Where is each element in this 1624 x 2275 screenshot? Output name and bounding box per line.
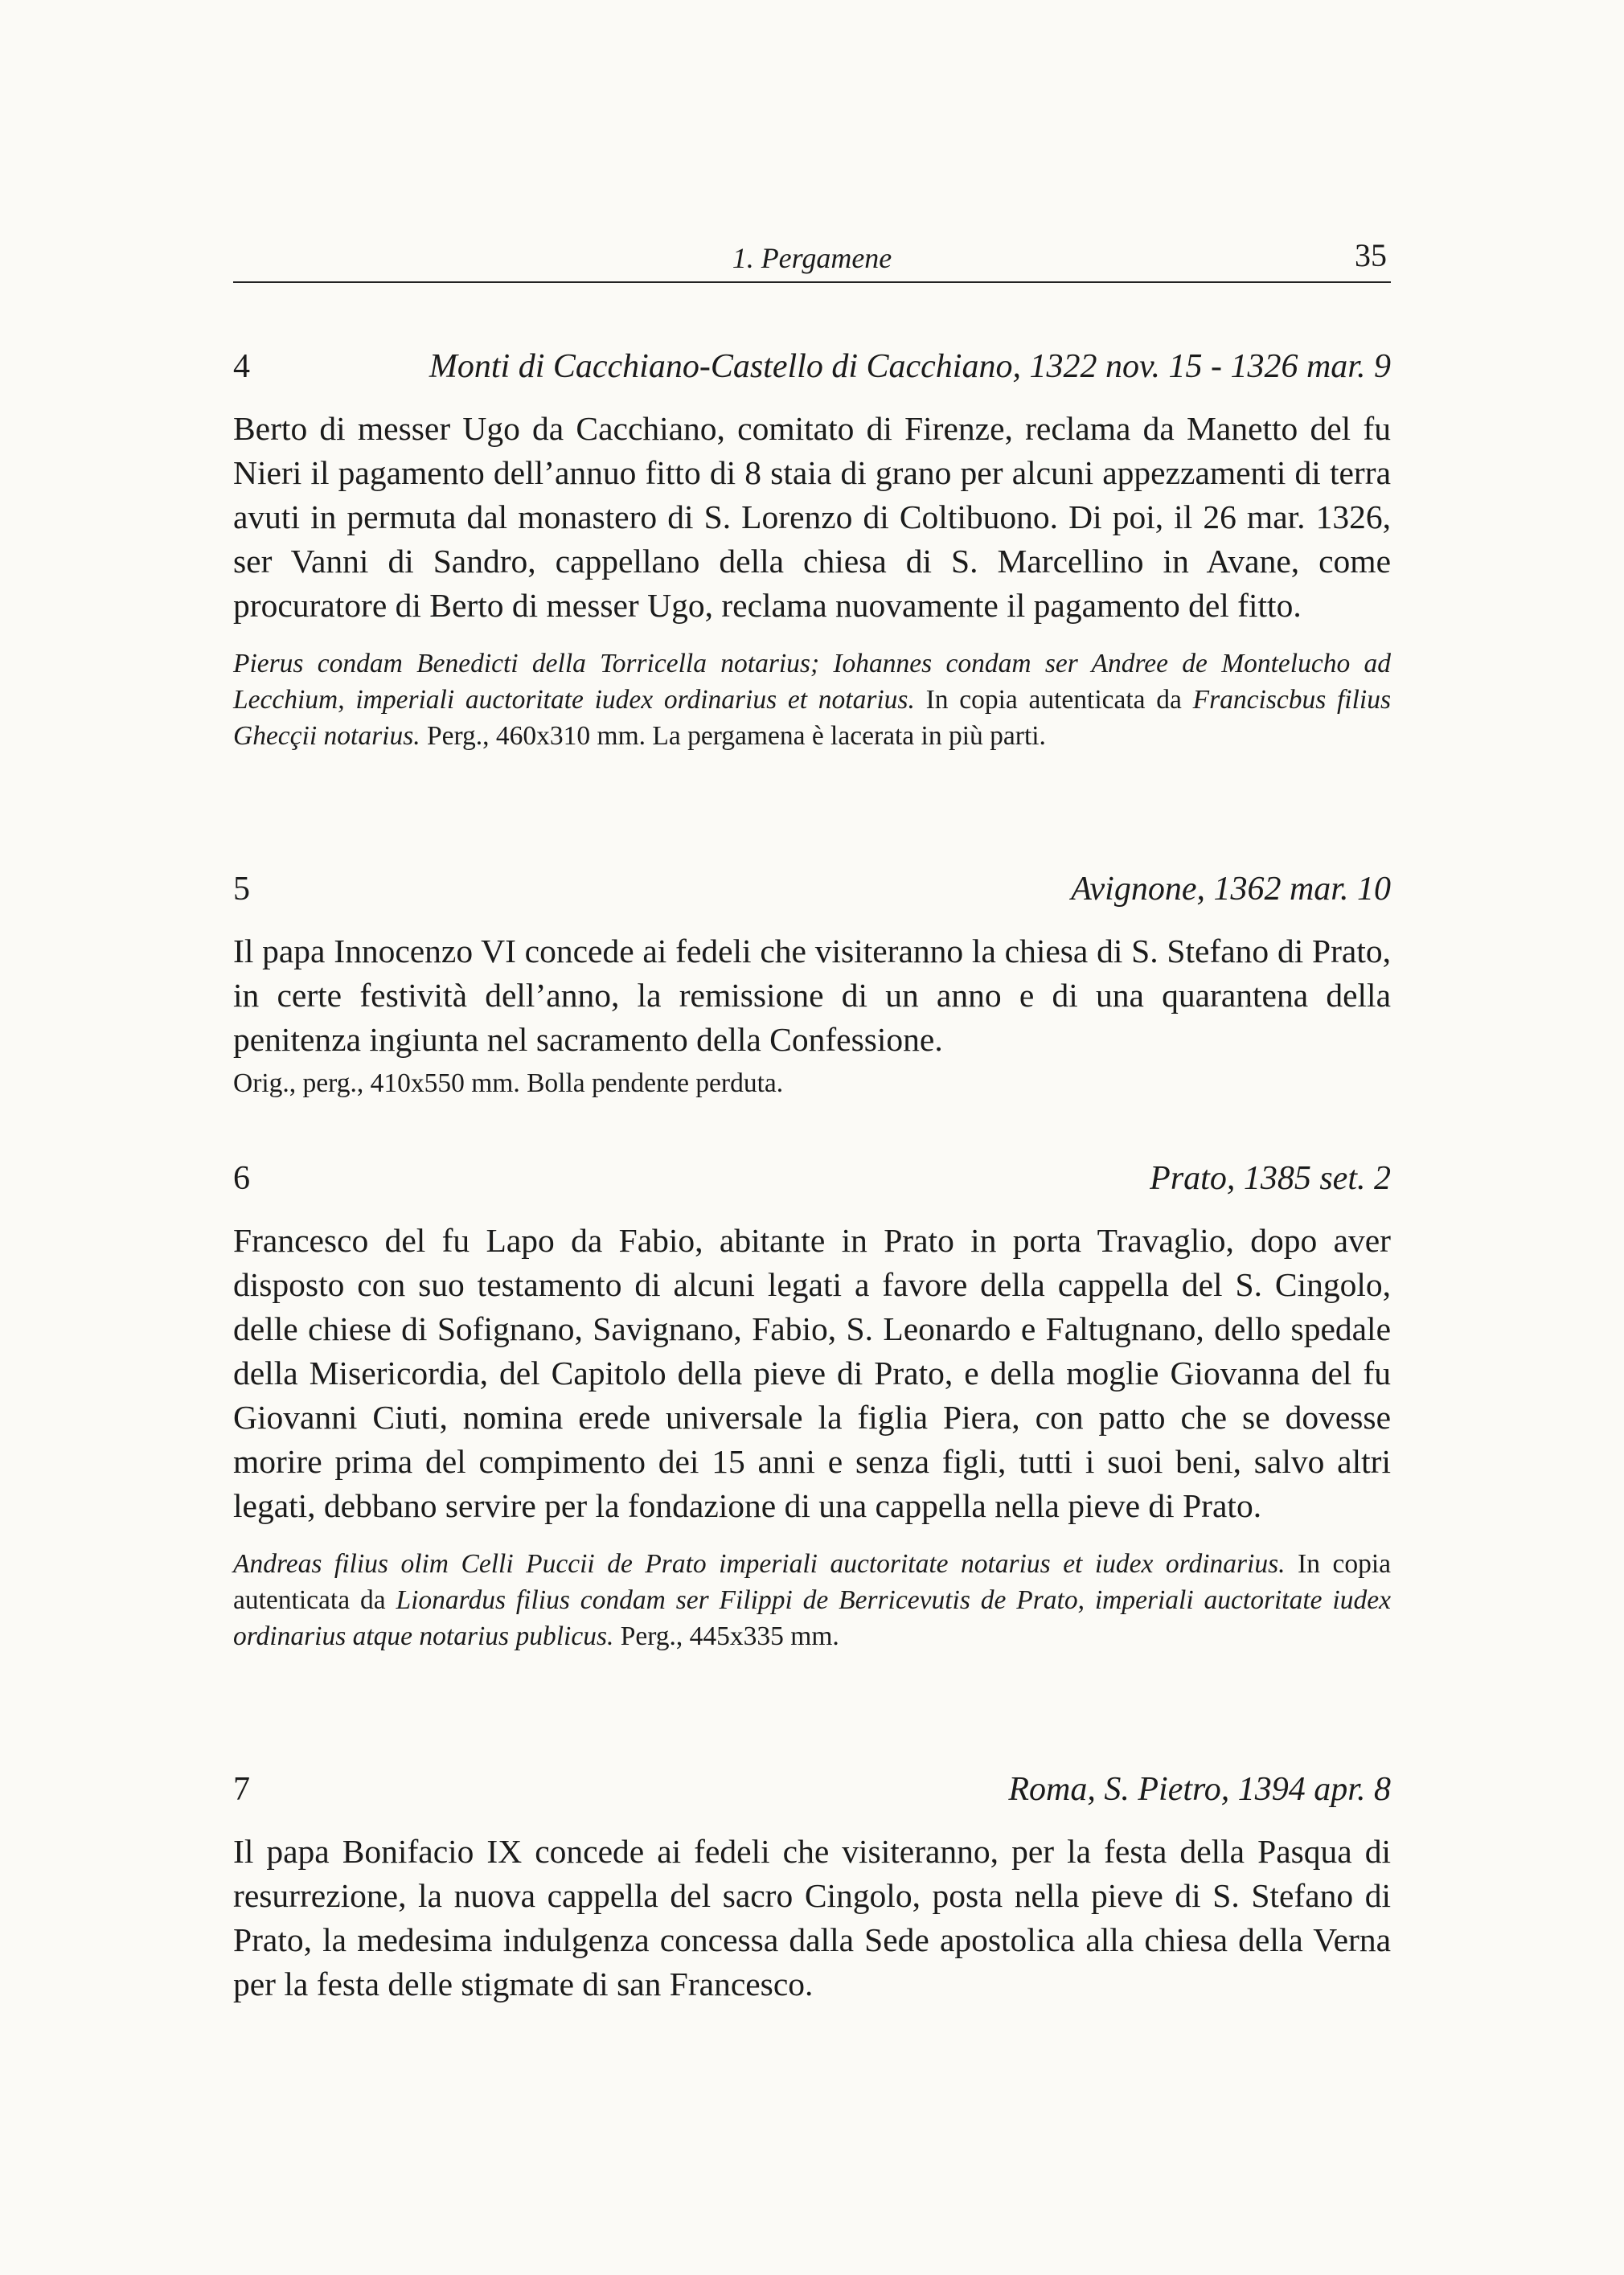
entry-heading — [233, 870, 1391, 918]
notes-text: Orig., perg., 410x550 mm. Bolla pendente perduta. — [233, 1068, 784, 1098]
entry-4 — [233, 347, 1391, 754]
notes-italic: Lionardus filius condam ser Filippi de Berricevutis de Prato, imperiali auctoritate iudex ordinarius atque notarius publicus. — [233, 1585, 1391, 1651]
entry-7 — [233, 1770, 1391, 2007]
entry-regest: Il papa Bonifacio IX concede ai fedeli che visiteranno, per la festa della Pasqua di resurrezione, la nuova cappella del sacro Cingolo, posta nella pieve di S. Stefano di Prato, la medesima indulgenza concessa dalla Sede apostolica alla chiesa della Verna per la festa delle stigmate di san Francesco. — [233, 1833, 1391, 2002]
entry-heading — [233, 1159, 1391, 1207]
page-number: 35 — [1355, 237, 1387, 273]
entry-notes — [233, 1546, 1391, 1654]
running-header — [233, 237, 1391, 283]
entry-regest: Berto di messer Ugo da Cacchiano, comitato di Firenze, reclama da Manetto del fu Nieri il pagamento dell’annuo fitto di 8 staia di grano per alcuni appezzamenti di terra avuti in permuta dal monastero di S. Lorenzo di Coltibuono. Di poi, il 26 mar. 1326, ser Vanni di Sandro, cappellano della chiesa di S. Marcellino in Avane, come procuratore di Berto di messer Ugo, reclama nuovamente il pagamento del fitto. — [233, 410, 1391, 624]
entry-regest: Il papa Innocenzo VI concede ai fedeli che visiteranno la chiesa di S. Stefano di Prato, in certe festività dell’anno, la remissione di un anno e di una quarantena della penitenza ingiunta nel sacramento della Confessione. — [233, 933, 1391, 1058]
entry-place-date: Roma, S. Pietro, 1394 apr. 8 — [1008, 1771, 1391, 1808]
notes-text: Perg., 445x335 mm. — [613, 1621, 839, 1651]
notes-text: In copia autenticata da — [233, 1549, 1391, 1615]
notes-italic: Pierus condam Benedicti della Torricella notarius; Iohannes condam ser Andree de Monteluchо ad Lecchium, imperiali auctoritate iudex ordinarius et notarius. — [233, 649, 1391, 715]
entry-place-date: Avignone, 1362 mar. 10 — [1071, 871, 1391, 908]
entry-heading — [233, 347, 1391, 396]
entry-notes — [233, 646, 1391, 754]
section-title: 1. Pergamene — [732, 242, 892, 274]
entry-5 — [233, 870, 1391, 1101]
notes-italic: Franciscbus filius Ghecçii notarius. — [233, 685, 1392, 751]
entry-place-date: Prato, 1385 set. 2 — [1150, 1160, 1391, 1197]
entry-number: 5 — [233, 871, 250, 908]
entry-regest: Francesco del fu Lapo da Fabio, abitante in Prato in porta Travaglio, dopo aver disposto con suo testamento di alcuni legati a favore della cappella del S. Cingolo, delle chiese di Sofignano, Savignano, Fabio, S. Leonardo e Faltugnano, dello spedale della Misericordia, del Capitolo della pieve di Prato, e della moglie Giovanna del fu Giovanni Ciuti, nomina erede universale la figlia Piera, con patto che se dovesse morire prima del compimento dei 15 anni e senza figli, tutti i suoi beni, salvo altri legati, debbano servire per la fondazione di una cappella nella pieve di Prato. — [233, 1222, 1391, 1524]
entry-notes — [233, 1065, 1391, 1101]
entry-6 — [233, 1159, 1391, 1654]
entry-place-date: Monti di Cacchiano-Castello di Cacchiano, 1322 nov. 15 - 1326 mar. 9 — [429, 348, 1391, 385]
entry-number: 6 — [233, 1160, 250, 1197]
entry-heading — [233, 1770, 1391, 1818]
entry-number: 4 — [233, 348, 250, 385]
notes-text: Perg., 460x310 mm. La pergamena è lacerata in più parti. — [420, 721, 1046, 751]
entry-number: 7 — [233, 1771, 250, 1808]
notes-text: In copia autenticata da — [914, 685, 1193, 715]
notes-italic: Andreas filius olim Celli Puccii de Prato imperiali auctoritate notarius et iudex ordinarius. — [233, 1549, 1286, 1579]
